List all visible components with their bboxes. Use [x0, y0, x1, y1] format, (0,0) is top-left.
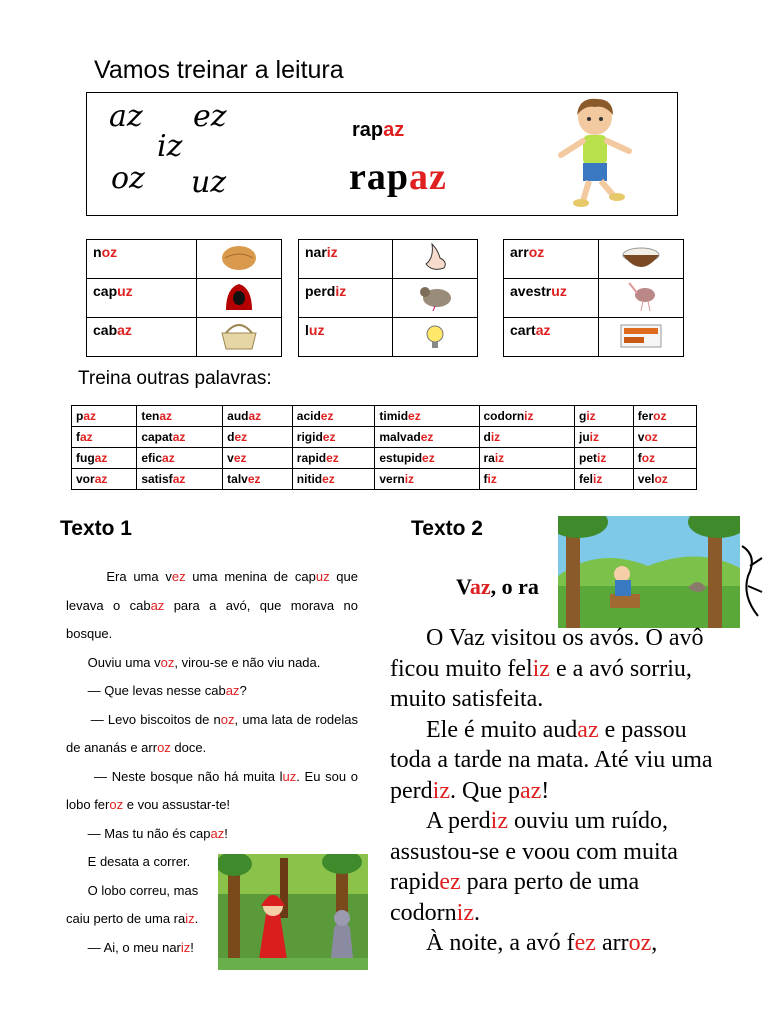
word-cell: feroz [633, 406, 696, 427]
practice-subtitle: Treina outras palavras: [78, 368, 272, 389]
table-row [299, 279, 478, 318]
word-cell: petiz [574, 448, 633, 469]
syllable-az: az [109, 99, 143, 134]
word-cell: luz [299, 318, 393, 357]
word-cell: paz [72, 406, 137, 427]
word-cell: giz [574, 406, 633, 427]
syllable-ez: ez [193, 99, 227, 134]
basket-icon [197, 318, 282, 357]
table-row [299, 240, 478, 279]
word-cell: malvadez [375, 427, 479, 448]
word-cell: verniz [375, 469, 479, 490]
partridge-icon [393, 279, 478, 318]
word-cell: foz [633, 448, 696, 469]
word-cell: talvez [223, 469, 293, 490]
table-row [72, 448, 697, 469]
word-cell: dez [223, 427, 293, 448]
lightbulb-icon [393, 318, 478, 357]
red-hood-icon [197, 279, 282, 318]
word-cell: perdiz [299, 279, 393, 318]
texto2-heading: Texto 2 [411, 517, 483, 540]
word-cell: cabaz [87, 318, 197, 357]
red-riding-hood-illustration [218, 854, 368, 970]
word-cell: eficaz [137, 448, 223, 469]
word-cell: tenaz [137, 406, 223, 427]
word-cell: nariz [299, 240, 393, 279]
word-cell: capuz [87, 279, 197, 318]
word-cell: nitidez [292, 469, 375, 490]
table-row [87, 240, 282, 279]
nose-icon [393, 240, 478, 279]
word-cell: capataz [137, 427, 223, 448]
poster-icon [599, 318, 684, 357]
word-table-3 [503, 239, 684, 357]
table-row [72, 469, 697, 490]
word-table-2 [298, 239, 478, 357]
word-cell: cartaz [504, 318, 599, 357]
rice-bowl-icon [599, 240, 684, 279]
word-rapaz-small: rapaz [352, 119, 405, 141]
word-cell: audaz [223, 406, 293, 427]
table-row [72, 427, 697, 448]
word-cell: feliz [574, 469, 633, 490]
syllable-oz: oz [111, 161, 145, 196]
word-cell: fiz [479, 469, 574, 490]
word-cell: satisfaz [137, 469, 223, 490]
word-cell: acidez [292, 406, 375, 427]
table-row [72, 406, 697, 427]
texto2-body: O Vaz visitou os avós. O avô ficou muito feliz e a avó sorriu, muito satisfeita. Ele é muito audaz e passou toda a tarde na mata. Até viu uma perdiz. Que paz! A perdiz ouviu um ruído, assustou-se e voou com muita rapidez para perto de uma codorniz. À noite, a avó fez arroz, [390, 625, 713, 956]
word-cell: juiz [574, 427, 633, 448]
word-cell: diz [479, 427, 574, 448]
word-cell: voz [633, 427, 696, 448]
table-row [87, 279, 282, 318]
partial-drawing-icon [738, 536, 768, 626]
word-cell: noz [87, 240, 197, 279]
intro-box [86, 92, 678, 216]
texto2-title: Vaz, o ra [456, 574, 539, 599]
word-cell: veloz [633, 469, 696, 490]
word-cell: faz [72, 427, 137, 448]
word-cell: rapidez [292, 448, 375, 469]
ostrich-icon [599, 279, 684, 318]
word-cell: raiz [479, 448, 574, 469]
word-cell: fugaz [72, 448, 137, 469]
boy-icon [555, 95, 635, 211]
walnut-icon [197, 240, 282, 279]
word-cell: rigidez [292, 427, 375, 448]
table-row [299, 318, 478, 357]
table-row [504, 279, 684, 318]
word-cell: vez [223, 448, 293, 469]
page-title: Vamos treinar a leitura [94, 56, 344, 84]
word-cell: avestruz [504, 279, 599, 318]
texto1-body: Era uma vez uma menina de capuz que levava o cabaz para a avó, que morava no bosque. Ouviu uma voz, virou-se e não viu nada. — Que levas nesse cabaz? — Levo biscoitos de noz, uma lata de rodelas de ananás e arroz doce. — Neste bosque não há muita luz. Eu sou o lobo feroz e vou assustar-te! — Mas tu não és capaz! E desata a correr. O lobo correu, mas caiu perto de uma raiz. — Ai, o meu nariz! [66, 569, 359, 955]
texto1-heading: Texto 1 [60, 517, 132, 540]
other-words-table [71, 405, 697, 490]
word-rapaz-big: rapaz [349, 156, 447, 198]
syllable-iz: iz [157, 129, 183, 164]
word-cell: arroz [504, 240, 599, 279]
word-cell: timidez [375, 406, 479, 427]
word-cell: estupidez [375, 448, 479, 469]
word-cell: codorniz [479, 406, 574, 427]
syllable-uz: uz [191, 165, 227, 200]
table-row [87, 318, 282, 357]
table-row [504, 318, 684, 357]
word-cell: voraz [72, 469, 137, 490]
word-table-1 [86, 239, 282, 357]
forest-boy-illustration [558, 516, 740, 628]
table-row [504, 240, 684, 279]
